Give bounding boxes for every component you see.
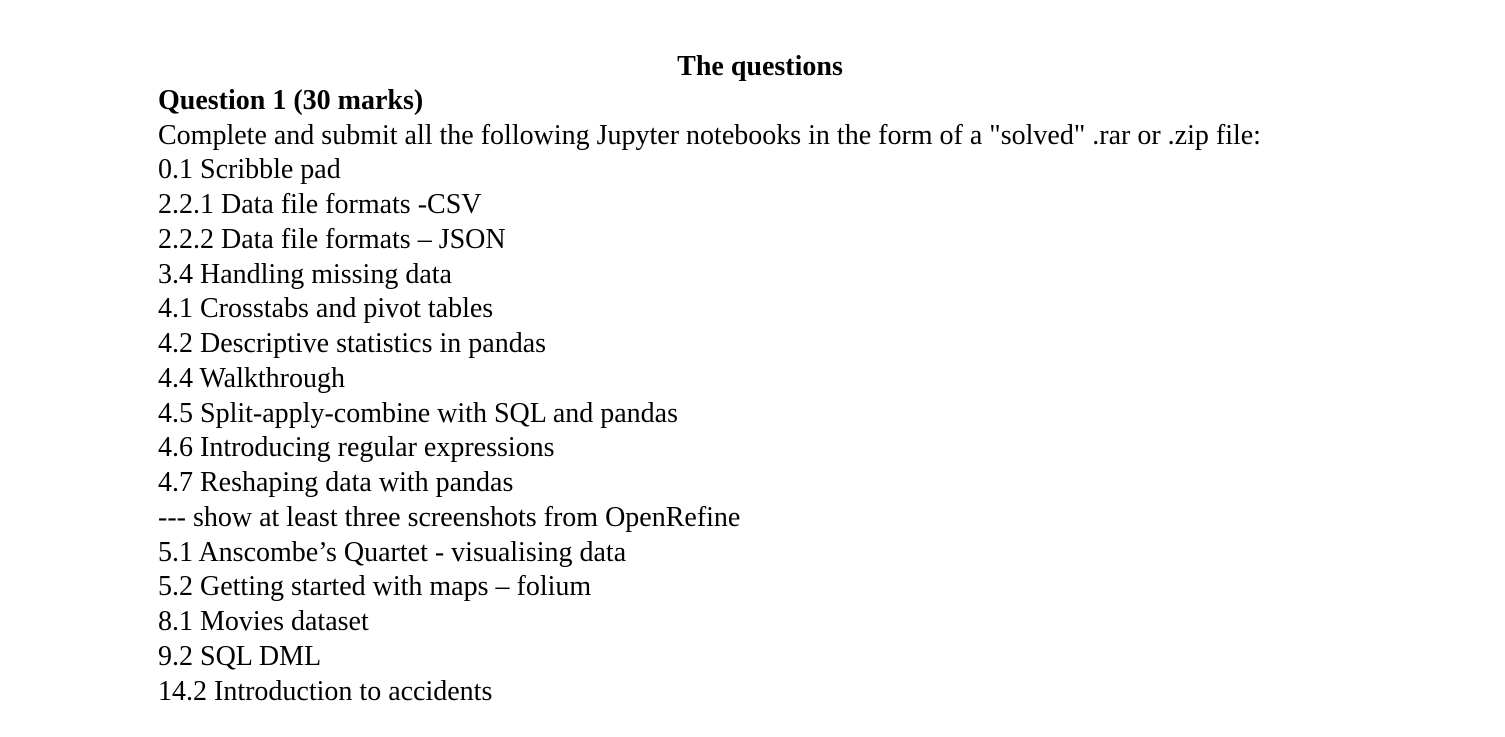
list-item: 4.1 Crosstabs and pivot tables: [158, 293, 494, 325]
list-item: 4.2 Descriptive statistics in pandas: [158, 328, 547, 360]
list-item: 0.1 Scribble pad: [158, 154, 341, 186]
question-intro: Complete and submit all the following Jupyter notebooks in the form of a "solved" .rar or .zip file:: [158, 119, 1261, 151]
list-item: --- show at least three screenshots from OpenRefine: [158, 501, 741, 533]
list-item: 8.1 Movies dataset: [158, 606, 369, 638]
list-item: 5.1 Anscombe’s Quartet - visualising data: [158, 536, 627, 568]
list-item: 9.2 SQL DML: [158, 640, 322, 672]
list-item: 14.2 Introduction to accidents: [158, 675, 493, 707]
question-heading: Question 1 (30 marks): [158, 85, 424, 116]
document-title: The questions: [677, 51, 843, 82]
notebook-list: [158, 153, 1458, 709]
list-item: 5.2 Getting started with maps – folium: [158, 571, 592, 603]
list-item: 4.5 Split-apply-combine with SQL and pandas: [158, 397, 678, 429]
list-item: 4.6 Introducing regular expressions: [158, 432, 555, 464]
list-item: 3.4 Handling missing data: [158, 258, 452, 290]
list-item: 2.2.1 Data file formats -CSV: [158, 189, 482, 221]
document-page: [158, 50, 1458, 709]
list-item: 4.7 Reshaping data with pandas: [158, 467, 514, 499]
list-item: 2.2.2 Data file formats – JSON: [158, 223, 506, 255]
list-item: 4.4 Walkthrough: [158, 362, 345, 394]
